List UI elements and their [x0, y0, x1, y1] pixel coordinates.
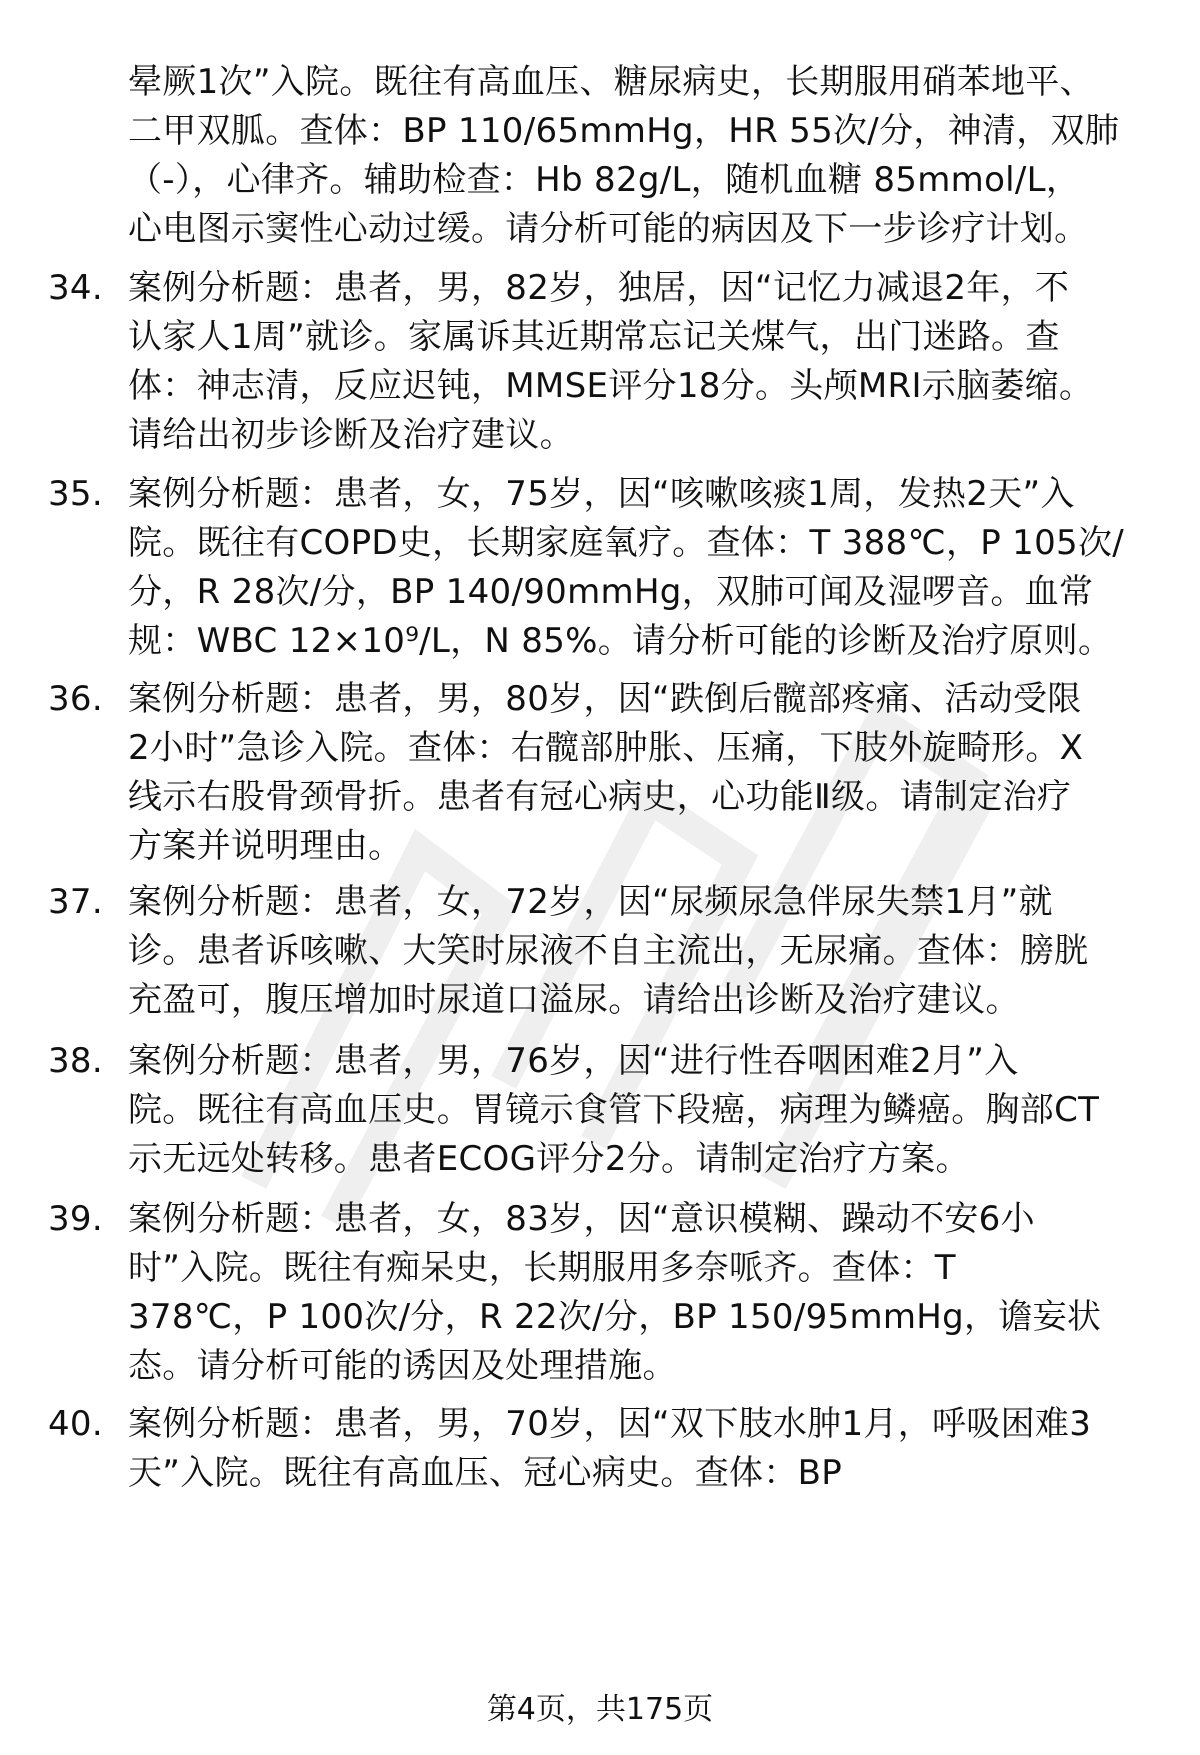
question-number: 34. — [48, 268, 103, 308]
question-34 — [48, 264, 1158, 460]
question-number: 39. — [48, 1199, 103, 1239]
text-line: 2小时”急诊入院。查体：右髋部肿胀、压痛，下肢外旋畸形。X — [128, 728, 1084, 768]
text-line: 分，R 28次/分，BP 140/90mmHg，双肺可闻及湿啰音。血常 — [128, 572, 1094, 612]
text-line: 378℃，P 100次/分，R 22次/分，BP 150/95mmHg，谵妄状 — [128, 1297, 1102, 1337]
text-line: 示无远处转移。患者ECOG评分2分。请制定治疗方案。 — [128, 1139, 970, 1179]
text-line: 请给出初步诊断及治疗建议。 — [128, 415, 574, 455]
question-38 — [48, 1037, 1158, 1184]
text-line: 院。既往有高血压史。胃镜示食管下段癌，病理为鳞癌。胸部CT — [128, 1090, 1100, 1130]
question-text — [128, 1037, 1158, 1184]
page-footer: 第4页，共175页 — [486, 1692, 714, 1727]
question-number: 38. — [48, 1041, 103, 1081]
question-number: 37. — [48, 882, 103, 922]
question-36 — [48, 675, 1158, 871]
question-33-continuation — [128, 58, 1158, 254]
question-text — [128, 470, 1158, 666]
text-line: 案例分析题：患者，女，83岁，因“意识模糊、躁动不安6小 — [128, 1199, 1035, 1239]
text-line: 案例分析题：患者，男，76岁，因“进行性吞咽困难2月”入 — [128, 1041, 1019, 1081]
text-line: 规：WBC 12×10⁹/L，N 85%。请分析可能的诊断及治疗原则。 — [128, 621, 1113, 661]
text-line: 心电图示窦性心动过缓。请分析可能的病因及下一步诊疗计划。 — [128, 209, 1089, 249]
question-text — [128, 1195, 1158, 1391]
text-line: 案例分析题：患者，男，80岁，因“跌倒后髋部疼痛、活动受限 — [128, 679, 1082, 719]
text-line: 认家人1周”就诊。家属诉其近期常忘记关煤气，出门迷路。查 — [128, 317, 1060, 357]
text-line: 晕厥1次”入院。既往有高血压、糖尿病史，长期服用硝苯地平、 — [128, 62, 1094, 102]
question-number: 40. — [48, 1404, 103, 1444]
question-40 — [48, 1400, 1158, 1498]
question-text — [128, 264, 1158, 460]
text-line: 案例分析题：患者，女，75岁，因“咳嗽咳痰1周，发热2天”入 — [128, 474, 1075, 514]
question-text — [128, 878, 1158, 1025]
text-line: 二甲双胍。查体：BP 110/65mmHg，HR 55次/分，神清，双肺 — [128, 111, 1120, 151]
text-line: 院。既往有COPD史，长期家庭氧疗。查体：T 388℃，P 105次/ — [128, 523, 1125, 563]
text-line: 案例分析题：患者，男，70岁，因“双下肢水肿1月，呼吸困难3 — [128, 1404, 1092, 1444]
text-line: 方案并说明理由。 — [128, 826, 403, 866]
text-line: 态。请分析可能的诱因及处理措施。 — [128, 1346, 677, 1386]
text-line: 案例分析题：患者，女，72岁，因“尿频尿急伴尿失禁1月”就 — [128, 882, 1053, 922]
text-line: 天”入院。既往有高血压、冠心病史。查体：BP — [128, 1453, 843, 1493]
text-line: 体：神志清，反应迟钝，MMSE评分18分。头颅MRI示脑萎缩。 — [128, 366, 1094, 406]
text-line: 诊。患者诉咳嗽、大笑时尿液不自主流出，无尿痛。查体：膀胱 — [128, 931, 1089, 971]
question-text — [128, 1400, 1158, 1498]
question-35 — [48, 470, 1158, 666]
question-number: 35. — [48, 474, 103, 514]
question-number: 36. — [48, 679, 103, 719]
text-line: （-），心律齐。辅助检查：Hb 82g/L，随机血糖 85mmol/L， — [128, 160, 1081, 200]
question-37 — [48, 878, 1158, 1025]
question-text — [128, 675, 1158, 871]
text-line: 线示右股骨颈骨折。患者有冠心病史，心功能Ⅱ级。请制定治疗 — [128, 777, 1072, 817]
question-39 — [48, 1195, 1158, 1391]
text-line: 案例分析题：患者，男，82岁，独居，因“记忆力减退2年，不 — [128, 268, 1070, 308]
text-line: 时”入院。既往有痴呆史，长期服用多奈哌齐。查体：T — [128, 1248, 956, 1288]
text-line: 充盈可，腹压增加时尿道口溢尿。请给出诊断及治疗建议。 — [128, 980, 1020, 1020]
